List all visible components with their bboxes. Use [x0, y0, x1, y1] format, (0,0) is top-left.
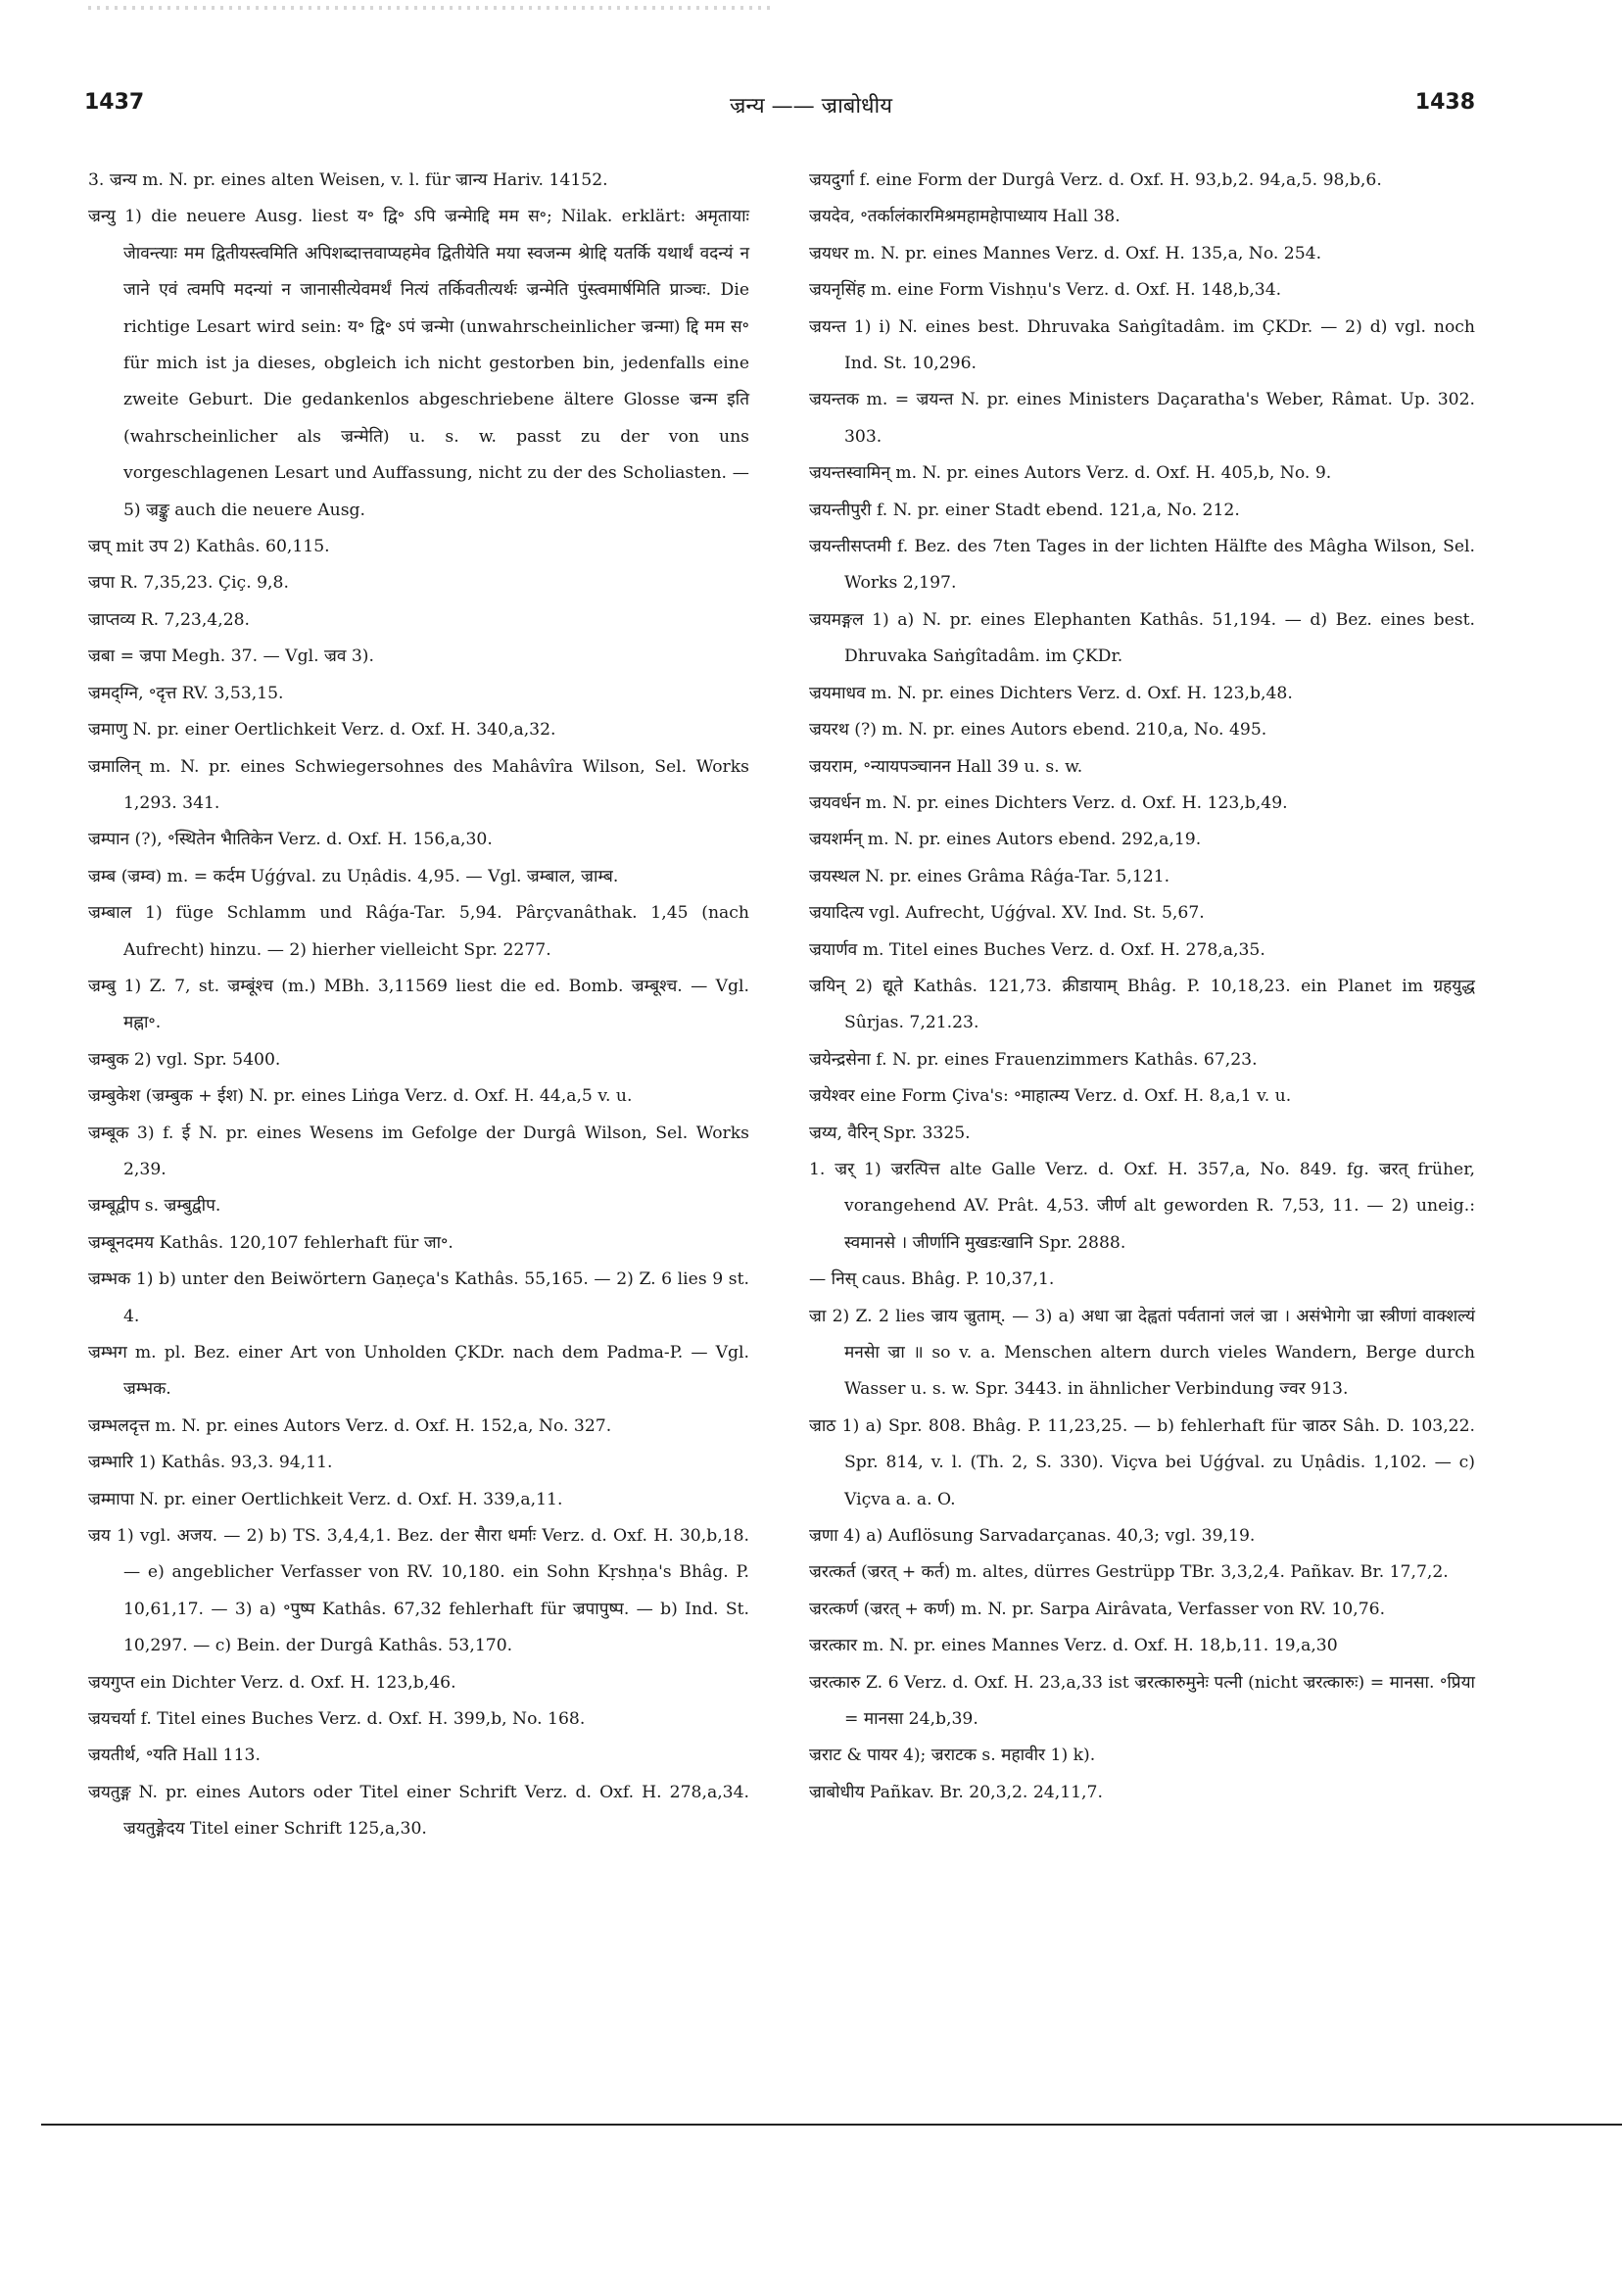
dictionary-entry: ज्रम्ब (ज्रम्व) m. = कर्दम Uǵǵval. zu Uṇâdis. 4,95. — Vgl. ज्रम्बाल, ज्राम्ब. — [88, 866, 619, 886]
dictionary-entry: ज्रयनृसिंह m. eine Form Vishṇu's Verz. d. Oxf. H. 148,b,34. — [809, 280, 1282, 301]
dictionary-entry: ज्रयन्तीसप्तमी f. Bez. des 7ten Tages in der lichten Hälfte des Mâgha Wilson, Sel. Works 2,197. — [809, 537, 1475, 594]
running-title: ज्रन्य —— ज्राबोधीय — [729, 94, 893, 119]
dictionary-entry: ज्रयन्त 1) i) N. eines best. Dhruvaka Saṅgîtadâm. im ÇKDr. — 2) d) vgl. noch Ind. St. 10,296. — [809, 316, 1475, 374]
dictionary-entry: ज्रम्भग m. pl. Bez. einer Art von Unholden ÇKDr. nach dem Padma-P. — Vgl. ज्रम्भक. — [88, 1343, 749, 1400]
dictionary-entry: ज्ररत्कार m. N. pr. eines Mannes Verz. d. Oxf. H. 18,b,11. 19,a,30 — [809, 1636, 1338, 1656]
dictionary-entry: ज्राप्तव्य R. 7,23,4,28. — [88, 609, 251, 630]
dictionary-entry: ज्रम्भलदृत्त m. N. pr. eines Autors Verz. d. Oxf. H. 152,a, No. 327. — [88, 1415, 612, 1436]
dictionary-entry: ज्रयन्तीपुरी f. N. pr. einer Stadt ebend. 121,a, No. 212. — [809, 500, 1240, 520]
dictionary-entry: ज्रम्बुकेश (ज्रम्बुक + ईश) N. pr. eines Liṅga Verz. d. Oxf. H. 44,a,5 v. u. — [88, 1086, 633, 1107]
dictionary-entry: ज्रयराम, ॰न्यायपञ्चानन Hall 39 u. s. w. — [809, 756, 1083, 777]
dictionary-entry: ज्रयमाधव m. N. pr. eines Dichters Verz. d. Oxf. H. 123,b,48. — [809, 683, 1293, 703]
dictionary-entry: ज्रन्यु 1) die neuere Ausg. liest य॰ द्वि॰ ऽपि ज्रन्मेाद्दि मम स॰; Nilak. erklärt: अमृतायाः जेावन्त्याः मम द्वितीयस्त्वमिति अपिशब्दात्तवाप्यहमेव द्वितीयेति मया स्वजन्म श्रेाद्दि यतर्कि यथार्थं वदन्यं न जाने एवं त्वमपि मदन्यां न जानासीत्येवमर्थं नित्यं तर्किवतीत्यर्थः ज्रन्मेति पुंस्त्वमार्षमिति प्राञ्चः. Die richtige Lesart wird sein: य॰ द्वि॰ ऽपं ज्रन्मेा (unwahrscheinlicher ज्रन्मा) द्दि मम स॰ für mich ist ja dieses, obgleich ich nicht gestorben bin, jedenfalls eine zweite Geburt. Die gedankenlos abgeschriebene ältere Glosse ज्रन्म इति (wahrscheinlicher als ज्रन्मेति) u. s. w. passt zu der von uns vorgeschlagenen Lesart und Auffassung, nicht zu der des Scholiasten. — 5) ज्रङ्कु auch die neuere Ausg. — [88, 207, 749, 520]
page-number-left: 1437 — [84, 90, 145, 115]
dictionary-entry: ज्राठ 1) a) Spr. 808. Bhâg. P. 11,23,25. — b) fehlerhaft für ज्राठर Sâh. D. 103,22. Spr. 814, v. l. (Th. 2, S. 330). Viçva bei Uǵǵval. zu Uṇâdis. 1,102. — c) Viçva a. a. O. — [809, 1415, 1475, 1509]
dictionary-entry: ज्रयदेव, ॰तर्कालंकारमिश्रमहामहेापाध्याय Hall 38. — [809, 207, 1121, 227]
page-number-right: 1438 — [1414, 90, 1475, 115]
right-column — [809, 163, 1475, 1811]
dictionary-entry: ज्रम्बाल 1) füge Schlamm und Râǵa-Tar. 5,94. Pârçvanâthak. 1,45 (nach Aufrecht) hinzu. — 2) hierher vielleicht Spr. 2277. — [88, 903, 749, 960]
dictionary-entry: ज्रम्बूद्वीप s. ज्रम्बुद्वीप. — [88, 1196, 221, 1217]
dictionary-entry: ज्रम्भक 1) b) unter den Beiwörtern Gaṇeça's Kathâs. 55,165. — 2) Z. 6 lies 9 st. 4. — [88, 1269, 749, 1326]
dictionary-entry: ज्रप् mit उप 2) Kathâs. 60,115. — [88, 537, 330, 557]
dictionary-entry: ज्रयिन् 2) द्यूते Kathâs. 121,73. क्रीडायाम् Bhâg. P. 10,18,23. ein Planet im ग्रहयुद्ध Sûrjas. 7,21.23. — [809, 976, 1475, 1033]
dictionary-entry: ज्रम्पान (?), ॰स्थितेन भैातिकेन Verz. d. Oxf. H. 156,a,30. — [88, 830, 493, 850]
dictionary-entry: ज्रयस्थल N. pr. eines Grâma Râǵa-Tar. 5,121. — [809, 866, 1170, 886]
page-bottom-rule — [41, 2124, 1622, 2126]
dictionary-entry: ज्रम्मापा N. pr. einer Oertlichkeit Verz. d. Oxf. H. 339,a,11. — [88, 1489, 563, 1509]
dictionary-entry: ज्रपा R. 7,35,23. Çiç. 9,8. — [88, 573, 289, 594]
dictionary-entry: ज्रयार्णव m. Titel eines Buches Verz. d. Oxf. H. 278,a,35. — [809, 939, 1265, 960]
left-column — [88, 163, 749, 1848]
dictionary-entry: ज्रम्बु 1) Z. 7, st. ज्रम्बूंश्च (m.) MBh. 3,11569 liest die ed. Bomb. ज्रम्बूश्च. — Vgl. मह्ना॰. — [88, 976, 749, 1033]
dictionary-entry: ज्रम्बूक 3) f. ई N. pr. eines Wesens im Gefolge der Durgâ Wilson, Sel. Works 2,39. — [88, 1123, 749, 1179]
dictionary-entry: ज्रयधर m. N. pr. eines Mannes Verz. d. Oxf. H. 135,a, No. 254. — [809, 243, 1322, 263]
dictionary-entry: ज्रयशर्मन् m. N. pr. eines Autors ebend. 292,a,19. — [809, 830, 1202, 850]
dictionary-entry: ज्ररत्कर्ण (ज्ररत् + कर्ण) m. N. pr. Sarpa Airâvata, Verfasser von RV. 10,76. — [809, 1599, 1386, 1619]
dictionary-entry: ज्रम्बूनदमय Kathâs. 120,107 fehlerhaft für जा॰. — [88, 1232, 453, 1253]
dictionary-entry: ज्रबा = ज्रपा Megh. 37. — Vgl. ज्रव 3). — [88, 646, 374, 667]
dictionary-entry: ज्रयेन्द्रसेना f. N. pr. eines Frauenzimmers Kathâs. 67,23. — [809, 1049, 1258, 1070]
scan-noise — [88, 6, 774, 10]
dictionary-entry: ज्रमालिन् m. N. pr. eines Schwiegersohnes des Mahâvîra Wilson, Sel. Works 1,293. 341. — [88, 756, 749, 813]
dictionary-entry: ज्रराट & पायर 4); ज्रराटक s. महावीर 1) k). — [809, 1746, 1096, 1766]
dictionary-entry: ज्रय 1) vgl. अजय. — 2) b) TS. 3,4,4,1. Bez. der सैारा धर्माः Verz. d. Oxf. H. 30,b,18. — e) angeblicher Verfasser von RV. 10,180. ein Sohn Kṛshṇa's Bhâg. P. 10,61,17. — 3) a) ॰पुष्प Kathâs. 67,32 fehlerhaft für ज्रपापुष्प. — b) Ind. St. 10,297. — c) Bein. der Durgâ Kathâs. 53,170. — [88, 1526, 749, 1656]
dictionary-entry: 1. ज्रर् 1) ज्ररत्पित्त alte Galle Verz. d. Oxf. H. 357,a, No. 849. fg. ज्ररत् früher, vorangehend AV. Prât. 4,53. जीर्ण alt geworden R. 7,53, 11. — 2) uneig.: स्वमानसे । जीर्णानि मुखडःखानि Spr. 2888. — [809, 1159, 1475, 1253]
dictionary-entry: ज्ररत्कर्त (ज्ररत् + कर्त) m. altes, dürres Gestrüpp TBr. 3,3,2,4. Pañkav. Br. 17,7,2. — [809, 1562, 1449, 1583]
dictionary-entry: 3. ज्रन्य m. N. pr. eines alten Weisen, v. l. für ज्रान्य Hariv. 14152. — [88, 170, 608, 190]
dictionary-entry: ज्रयन्तक m. = ज्रयन्त N. pr. eines Ministers Daçaratha's Weber, Râmat. Up. 302. 303. — [809, 390, 1475, 447]
dictionary-entry: ज्रयेश्वर eine Form Çiva's: ॰माहात्म्य Verz. d. Oxf. H. 8,a,1 v. u. — [809, 1086, 1292, 1107]
dictionary-entry: ज्राबोधीय Pañkav. Br. 20,3,2. 24,11,7. — [809, 1782, 1103, 1802]
dictionary-entry: ज्ररत्कारु Z. 6 Verz. d. Oxf. H. 23,a,33 ist ज्ररत्कारुमुनेः पत्नी (nicht ज्ररत्कारुः) = मानसा. ॰प्रिया = मानसा 24,b,39. — [809, 1672, 1475, 1730]
dictionary-entry: ज्रणा 4) a) Auflösung Sarvadarçanas. 40,3; vgl. 39,19. — [809, 1526, 1256, 1547]
dictionary-entry: ज्रम्भारि 1) Kathâs. 93,3. 94,11. — [88, 1453, 333, 1473]
dictionary-entry: ज्रयरथ (?) m. N. pr. eines Autors ebend. 210,a, No. 495. — [809, 720, 1267, 741]
dictionary-entry: ज्रयचर्या f. Titel eines Buches Verz. d. Oxf. H. 399,b, No. 168. — [88, 1709, 586, 1730]
dictionary-entry: ज्रयतीर्थ, ॰यति Hall 113. — [88, 1746, 261, 1766]
dictionary-entry: ज्रमद्ग्नि, ॰दृत्त RV. 3,53,15. — [88, 683, 284, 703]
dictionary-entry: ज्रयन्तस्वामिन् m. N. pr. eines Autors Verz. d. Oxf. H. 405,b, No. 9. — [809, 463, 1332, 484]
dictionary-entry: ज्रयतुङ्ग N. pr. eines Autors oder Titel einer Schrift Verz. d. Oxf. H. 278,a,34. ज्रयतुङ्गेदय Titel einer Schrift 125,a,30. — [88, 1782, 749, 1840]
dictionary-entry: ज्रयवर्धन m. N. pr. eines Dichters Verz. d. Oxf. H. 123,b,49. — [809, 792, 1288, 813]
dictionary-entry: ज्रमाणु N. pr. einer Oertlichkeit Verz. d. Oxf. H. 340,a,32. — [88, 720, 556, 741]
dictionary-entry: ज्रम्बुक 2) vgl. Spr. 5400. — [88, 1049, 281, 1070]
dictionary-entry: ज्रयादित्य vgl. Aufrecht, Uǵǵval. XV. Ind. St. 5,67. — [809, 903, 1205, 924]
page-header — [0, 90, 1622, 129]
dictionary-entry: ज्रय्य, वैरिन् Spr. 3325. — [809, 1123, 971, 1143]
dictionary-entry: ज्रयदुर्गा f. eine Form der Durgâ Verz. d. Oxf. H. 93,b,2. 94,a,5. 98,b,6. — [809, 170, 1382, 190]
dictionary-entry: ज्रयमङ्गल 1) a) N. pr. eines Elephanten Kathâs. 51,194. — d) Bez. eines best. Dhruvaka Saṅgîtadâm. im ÇKDr. — [809, 609, 1475, 667]
dictionary-entry: ज्रा 2) Z. 2 lies ज्राय ज्रुताम्. — 3) a) अधा ज्रा देह्वतां पर्वतानां जलं ज्रा । असंभेागेा ज्रा स्त्रीणां वाक्शल्यं मनसेा ज्रा ॥ so v. a. Menschen altern durch vieles Wandern, Berge durch Wasser u. s. w. Spr. 3443. in ähnlicher Verbindung ज्वर 913. — [809, 1306, 1475, 1400]
dictionary-entry: ज्रयगुप्त ein Dichter Verz. d. Oxf. H. 123,b,46. — [88, 1672, 456, 1693]
dictionary-entry: — निस् caus. Bhâg. P. 10,37,1. — [809, 1269, 1055, 1290]
